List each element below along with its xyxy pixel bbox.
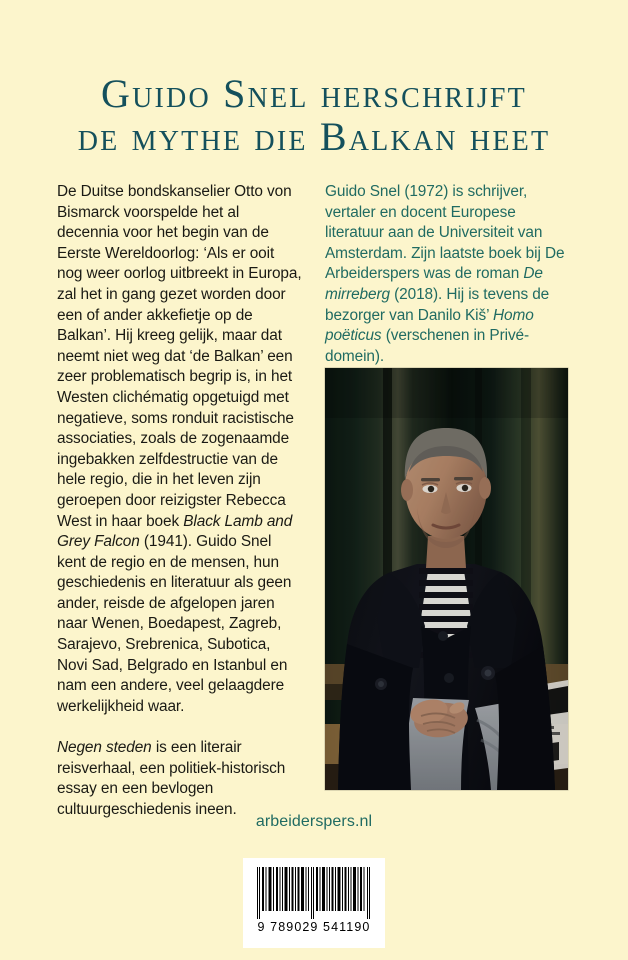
author-bio-book-title-2: Homo poëticus (325, 306, 534, 345)
blurb-paragraph-1 (57, 182, 302, 717)
blurb-p1-text-a: De Duitse bondskanselier Otto von Bismarck voorspelde het al decennia voor het begin van de Eerste Wereldoorlog: ‘Als er ooit nog weer oorlog uitbreekt in Europa, zal het in gang gezet worden door een of ander akkefietje op de Balkan’. Hij kreeg gelijk, maar dat neemt niet weg dat ‘de Balkan’ een zeer problematisch begrip is, in het Westen clichématig opgetuigd met negatieve, soms ronduit racistische associaties, zoals de zogenaamde ingebakken zelfdestructie van de hele regio, die in het leven zijn geroepen door reizigster Rebecca West in haar boek (57, 183, 302, 530)
author-portrait-illustration (325, 368, 568, 790)
blurb-p2-book-title: Negen steden (57, 739, 152, 757)
author-bio-text-c: (verschenen in Privé-domein). (325, 327, 530, 365)
author-bio-book-title-1: De mirreberg (325, 265, 543, 303)
blurb-column (57, 182, 302, 820)
page-title (0, 72, 628, 158)
isbn-digits: 9 789029 541190 (257, 920, 371, 934)
blurb-p2-text: is een literair reisverhaal, een politiek-historisch essay en een bevlogen cultuurgeschiedenis ineen. (57, 739, 286, 818)
author-bio-column (325, 182, 571, 367)
blurb-p1-book-title: Black Lamb and Grey Falcon (57, 512, 293, 551)
author-bio-text-b: (2018). Hij is tevens de bezorger van Danilo Kiš’ (325, 285, 550, 324)
blurb-paragraph-2 (57, 738, 302, 820)
blurb-p1-text-b: (1941). Guido Snel kent de regio en de mensen, hun geschiedenis en literatuur als geen ander, reisde de afgelopen jaren naar Wenen, Boedapest, Zagreb, Sarajevo, Srebrenica, Subotica, Novi Sad, Belgrado en Istanbul en nam een andere, veel gelaagdere werkelijkheid waar. (57, 533, 292, 715)
title-line-1: Guido Snel herschrijft (101, 71, 527, 116)
author-portrait-photo (325, 368, 568, 790)
title-line-2: de mythe die Balkan heet (77, 114, 551, 159)
author-bio-paragraph (325, 182, 571, 367)
isbn-barcode (243, 858, 385, 948)
barcode-bars-icon (256, 867, 372, 919)
publisher-website[interactable]: arbeiderspers.nl (255, 813, 373, 830)
author-bio-text-a: Guido Snel (1972) is schrijver, vertaler en docent Europese literatuur aan de Universiteit van Amsterdam. Zijn laatste boek bij De Arbeiderspers was de roman (325, 183, 565, 283)
